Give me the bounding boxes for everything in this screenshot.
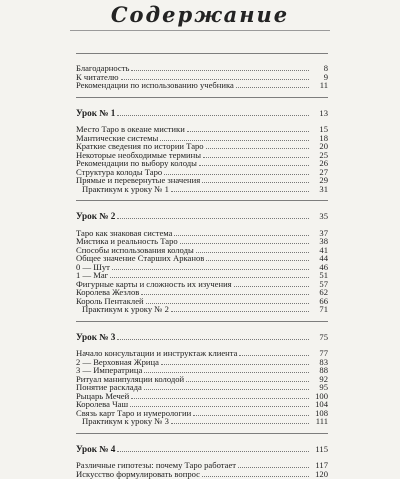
- page-number: 44: [319, 253, 328, 263]
- page-number: 83: [319, 356, 328, 367]
- entry-title: Рекомендации по выбору колоды: [76, 158, 197, 168]
- entry-title: Прямые и перевернутые значения: [76, 175, 201, 185]
- page-number: 26: [319, 158, 328, 168]
- toc-entry: [76, 295, 328, 304]
- entry-title: Краткие сведения по истории Таро: [76, 141, 204, 151]
- toc-entry: [76, 381, 328, 390]
- lesson-heading: [76, 443, 328, 452]
- dot-leader: [171, 183, 309, 192]
- page-number: 41: [319, 244, 328, 255]
- entry-title: Королева Чаш: [76, 399, 129, 409]
- entry-title: Общее значение Старших Арканов: [76, 253, 205, 263]
- toc-entry: [76, 123, 328, 132]
- dot-leader: [117, 210, 309, 219]
- entry-title: Связь карт Таро и нумерологии: [76, 407, 192, 418]
- page-number: 35: [319, 211, 328, 221]
- toc-entry: [76, 166, 328, 175]
- page-number: 8: [323, 63, 328, 73]
- page-number: 77: [319, 348, 328, 358]
- entry-title: Рыцарь Мечей: [76, 390, 130, 401]
- toc-entry: [76, 347, 328, 356]
- title-underline: [70, 30, 330, 31]
- toc-entry: [76, 364, 328, 373]
- page-number: 15: [319, 124, 328, 134]
- page-number: 38: [319, 236, 328, 246]
- entry-title: Способы использования колоды: [76, 244, 194, 255]
- entry-title: Фигурные карты и сложность их изучения: [76, 278, 232, 289]
- dot-leader: [236, 79, 309, 88]
- toc-entry: [76, 174, 328, 183]
- entry-title: Некоторые необходимые термины: [76, 149, 201, 160]
- toc-entry: [76, 303, 328, 312]
- toc-entry: [76, 373, 328, 382]
- entry-title: Король Пентаклей: [76, 295, 144, 306]
- toc-entry: [76, 278, 328, 287]
- toc-entry: [76, 140, 328, 149]
- page-number: 120: [315, 468, 328, 479]
- entry-title: Практикум к уроку № 1: [82, 183, 169, 194]
- entry-title: Мистика и реальность Таро: [76, 236, 178, 246]
- entry-title: 0 — Шут: [76, 261, 110, 272]
- entry-title: Урок № 4: [76, 443, 116, 454]
- toc-entry: [76, 356, 328, 365]
- entry-title: Рекомендации по использованию учебника: [76, 80, 234, 90]
- entry-title: Королева Жезлов: [76, 287, 140, 297]
- page-number: 95: [319, 382, 328, 392]
- dot-leader: [171, 303, 309, 312]
- page-number: 111: [315, 416, 328, 426]
- page-number: 18: [319, 132, 328, 143]
- page-number: 31: [319, 183, 328, 194]
- table-of-contents: [76, 53, 328, 479]
- toc-entry: [76, 407, 328, 416]
- page-number: 88: [319, 365, 328, 375]
- page-number: 51: [319, 270, 328, 280]
- page-number: 104: [315, 399, 328, 409]
- entry-title: Структура колоды Таро: [76, 166, 163, 177]
- dot-leader: [117, 443, 309, 452]
- lesson-heading: [76, 210, 328, 219]
- toc-entry: [76, 286, 328, 295]
- entry-title: 3 — Императрица: [76, 365, 143, 375]
- entry-title: Искусство формулировать вопрос: [76, 468, 200, 479]
- entry-title: 1 — Маг: [76, 270, 109, 280]
- entry-title: Урок № 2: [76, 211, 116, 221]
- toc-entry: [76, 398, 328, 407]
- page-number: 29: [319, 175, 328, 185]
- page-number: 25: [319, 149, 328, 160]
- dot-leader: [117, 107, 309, 116]
- toc-entry: [76, 390, 328, 399]
- page-number: 100: [315, 390, 328, 401]
- page-number: 27: [319, 166, 328, 177]
- page-number: 62: [319, 287, 328, 297]
- entry-title: Понятие расклада: [76, 382, 142, 392]
- toc-entry: [76, 157, 328, 166]
- spacer: [76, 98, 328, 107]
- entry-title: Таро как знаковая система: [76, 227, 173, 238]
- lesson-heading: [76, 331, 328, 340]
- dot-leader: [171, 415, 309, 424]
- toc-entry: [76, 79, 328, 88]
- spacer: [76, 322, 328, 331]
- entry-title: Мантические системы: [76, 132, 159, 143]
- toc-entry: [76, 244, 328, 253]
- page-number: 9: [323, 71, 328, 82]
- entry-title: Различные гипотезы: почему Таро работает: [76, 460, 237, 470]
- page-number: 11: [319, 80, 328, 90]
- toc-entry: [76, 235, 328, 244]
- toc-entry: [76, 261, 328, 270]
- entry-title: Практикум к уроку № 2: [82, 304, 169, 314]
- toc-entry: [76, 183, 328, 192]
- entry-title: Практикум к уроку № 3: [82, 416, 169, 426]
- toc-entry: [76, 132, 328, 141]
- page-number: 75: [319, 331, 328, 342]
- page-number: 57: [319, 278, 328, 289]
- toc-entry: [76, 415, 328, 424]
- entry-title: Урок № 3: [76, 331, 116, 342]
- page-number: 13: [319, 107, 328, 118]
- page-number: 71: [319, 304, 328, 314]
- entry-title: Урок № 1: [76, 107, 116, 118]
- lesson-heading: [76, 107, 328, 116]
- page-number: 108: [315, 407, 328, 418]
- dot-leader: [202, 468, 309, 477]
- toc-entry: [76, 62, 328, 71]
- toc-entry: [76, 149, 328, 158]
- entry-title: Ритуал манипуляции колодой: [76, 373, 185, 384]
- toc-entry: [76, 71, 328, 80]
- page-number: 37: [319, 227, 328, 238]
- page-number: 92: [319, 373, 328, 384]
- page-number: 66: [319, 295, 328, 306]
- entry-title: Благодарность: [76, 63, 130, 73]
- spacer: [76, 54, 328, 62]
- toc-entry: [76, 269, 328, 278]
- page-number: 115: [315, 443, 328, 454]
- toc-entry: [76, 459, 328, 468]
- dot-leader: [117, 331, 309, 340]
- entry-title: Начало консультации и инструктаж клиента: [76, 348, 238, 358]
- entry-title: 2 — Верховная Жрица: [76, 356, 159, 367]
- entry-title: К читателю: [76, 71, 119, 82]
- entry-title: Место Таро в океане мистики: [76, 124, 185, 134]
- toc-entry: [76, 252, 328, 261]
- page-number: 46: [319, 261, 328, 272]
- toc-entry: [76, 227, 328, 236]
- page-title: Содержание: [110, 2, 290, 27]
- page-number: 20: [319, 141, 328, 151]
- toc-entry: [76, 468, 328, 477]
- spacer: [76, 201, 328, 210]
- spacer: [76, 434, 328, 443]
- page-number: 117: [315, 460, 328, 470]
